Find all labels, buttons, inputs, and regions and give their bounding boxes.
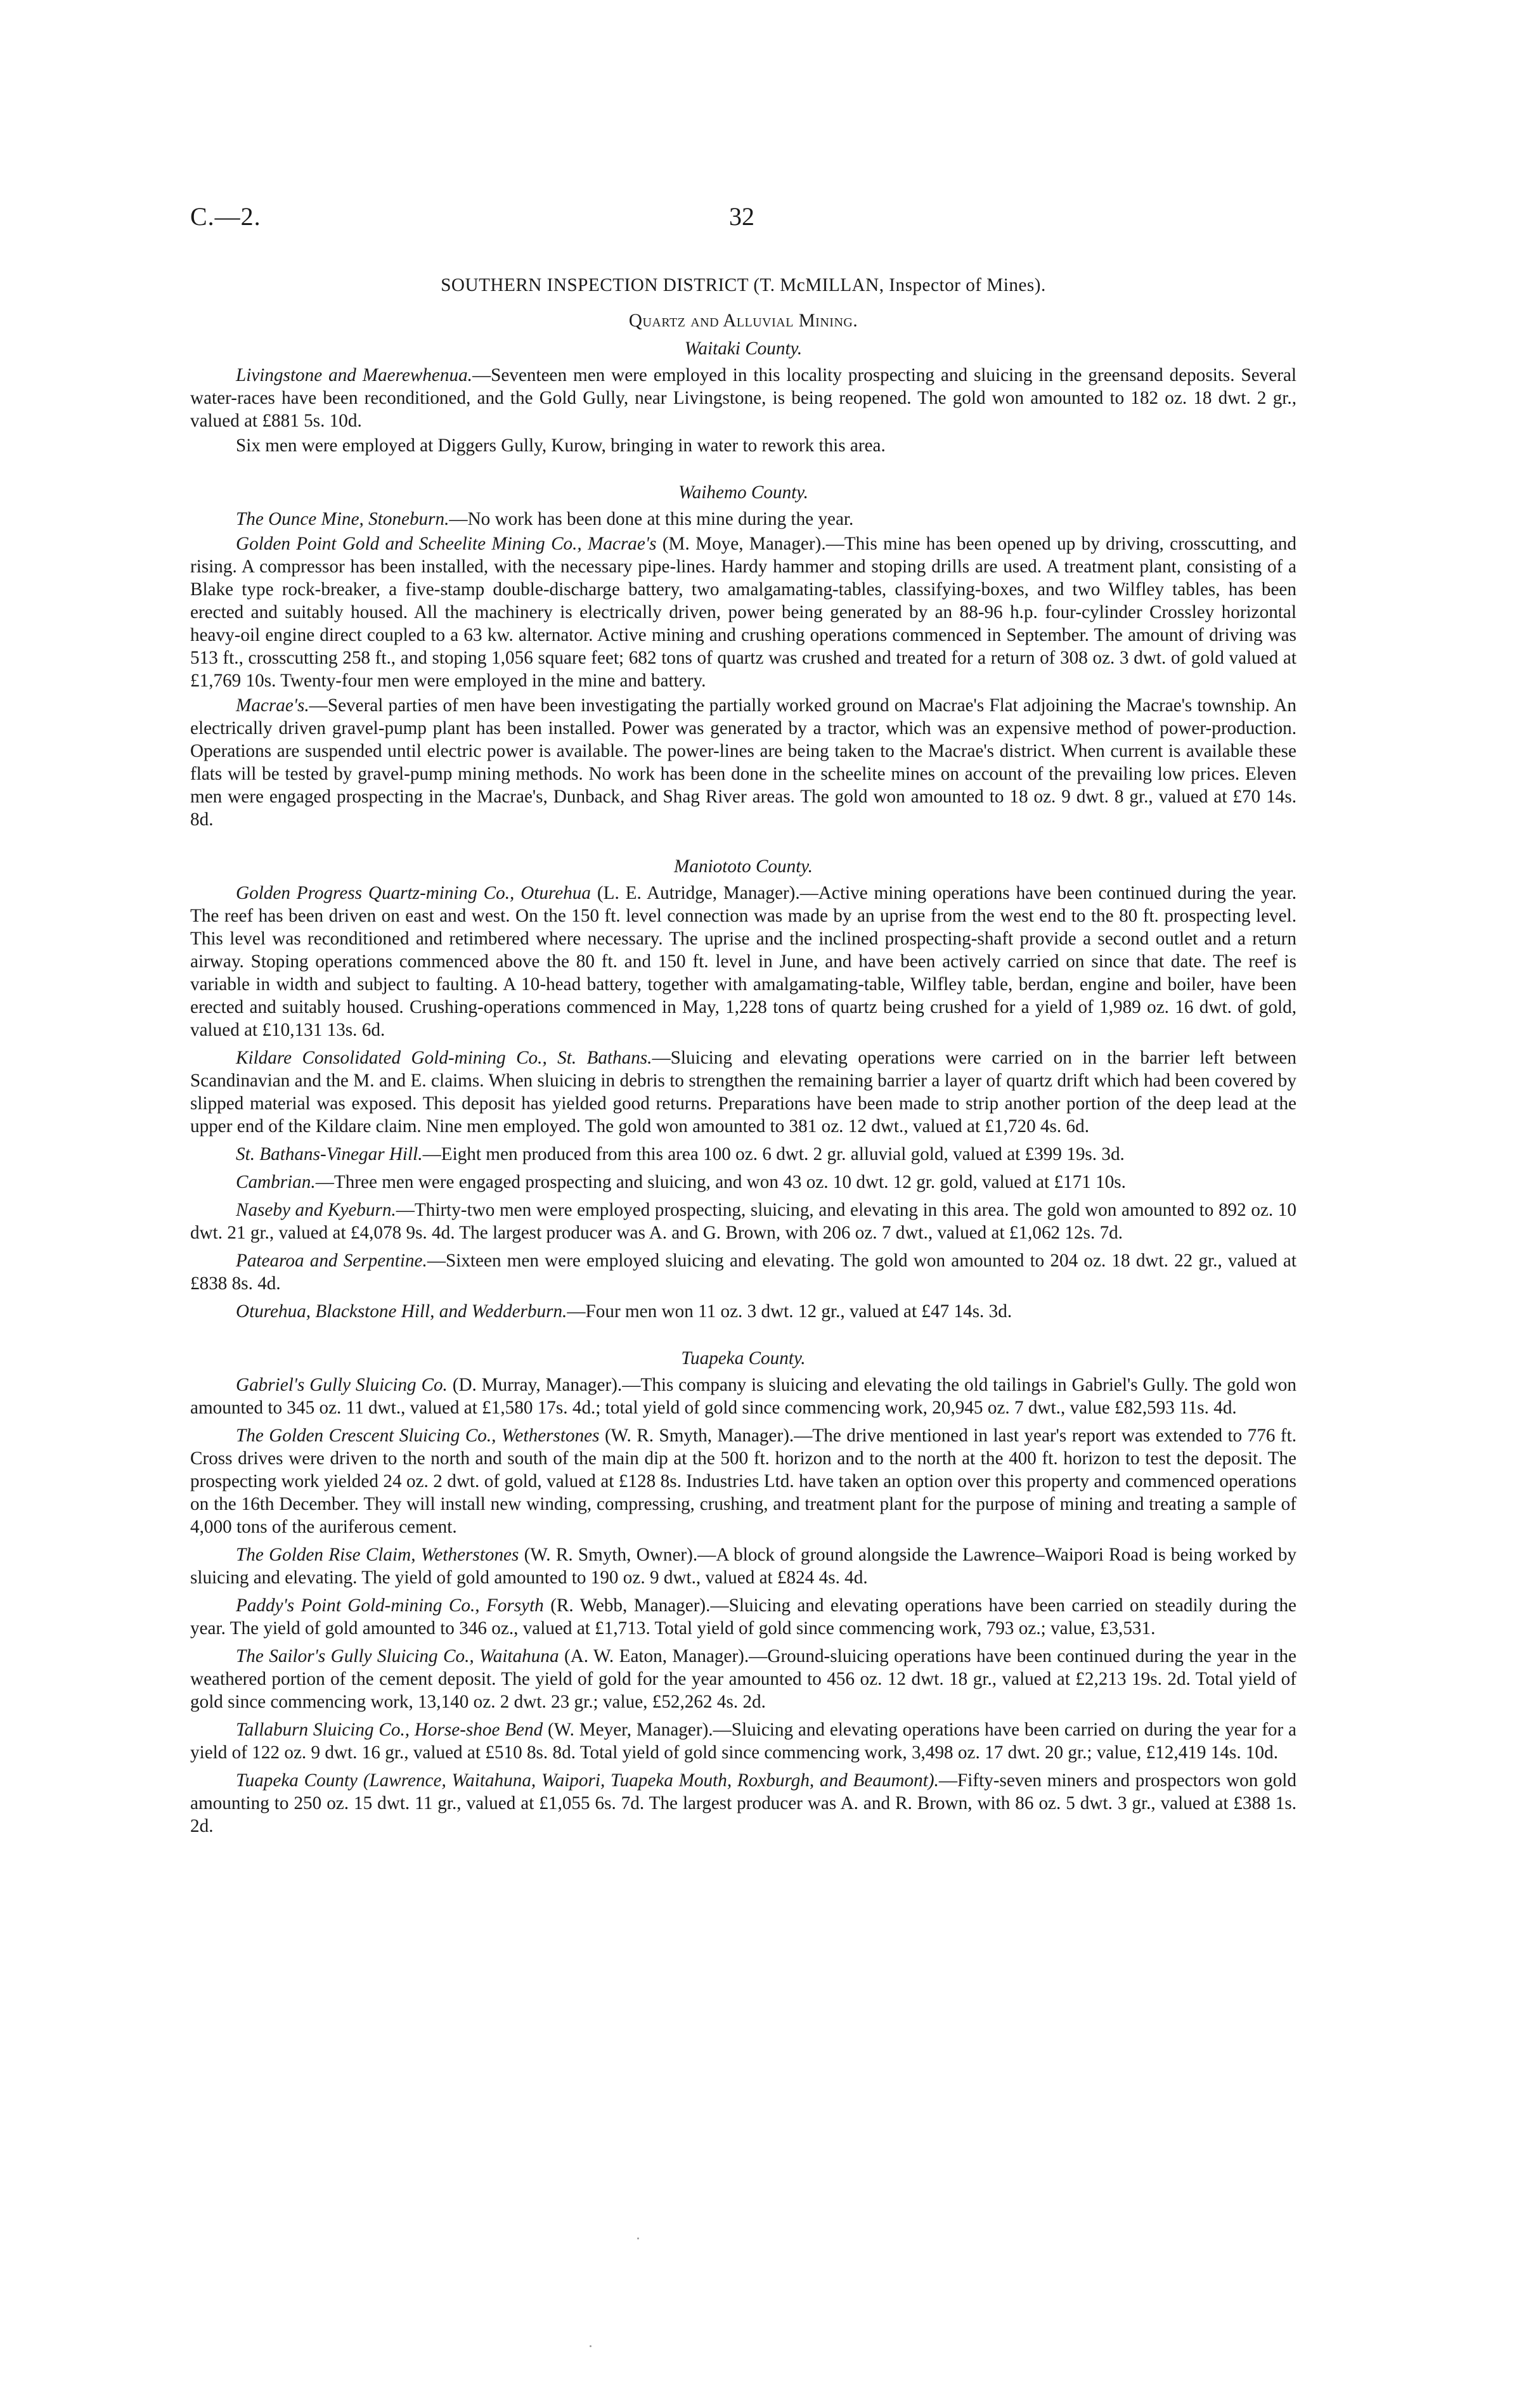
county-heading-waitaki: Waitaki County. [684,338,803,359]
paragraph [190,1143,1296,1166]
paragraph [190,1718,1296,1764]
paragraph-lead: The Ounce Mine, Stoneburn. [236,509,449,529]
scan-speck [637,2237,639,2239]
page-number: 32 [729,202,754,231]
paragraph-lead: Naseby and Kyeburn. [236,1200,396,1220]
county-heading-maniototo: Maniototo County. [674,856,813,877]
paragraph-text: —Fifty-seven miners and prospectors won gold amounting to 250 oz. 15 dwt. 11 gr., valued at £1,055 6s. 7d. The largest producer was A. and R. Brown, with 86 oz. 5 dwt. 3 gr., valued at £388 1s. 2d. [190,1770,1297,1836]
paragraph-text: (W. Meyer, Manager).—Sluicing and elevating operations have been carried on during the year for a yield of 122 oz. 9 dwt. 16 gr., valued at £510 8s. 8d. Total yield of gold since commencing work, 3,498 oz. 17 dwt. 20 gr.; value, £12,419 14s. 10d. [190,1720,1297,1763]
paragraph-text: (L. E. Autridge, Manager).—Active mining operations have been continued during the year. The reef has been driven on east and west. On the 150 ft. level connection was made by an uprise from the west end to the 80 ft. prospecting level. This level was reconditioned and retimbered where necessary. The uprise and the inclined prospecting-shaft provide a second outlet and a return airway. Stoping operations commenced above the 80 ft. and 150 ft. level in June, and have been actively carried on since that date. The reef is variable in width and subject to faulting. A 10-head battery, together with amalgamating-table, Wilfley table, berdan, engine and boiler, have been erected and suitably housed. Crushing-operations commenced in May, 1,228 tons of quartz being crushed for a yield of 1,989 oz. 16 dwt. of gold, valued at £10,131 13s. 6d. [190,883,1297,1040]
paragraph-text: —Four men won 11 oz. 3 dwt. 12 gr., valued at £47 14s. 3d. [567,1301,1012,1322]
paragraph-text: —Three men were engaged prospecting and sluicing, and won 43 oz. 10 dwt. 12 gr. gold, valued at £171 10s. [315,1172,1126,1192]
paragraph [190,1249,1296,1295]
paragraph-lead: Oturehua, Blackstone Hill, and Wedderburn. [236,1301,567,1322]
paragraph-lead: Paddy's Point Gold-mining Co., Forsyth [236,1595,544,1616]
paragraph [190,1769,1296,1838]
county-heading-tuapeka: Tuapeka County. [681,1348,806,1368]
paragraph-text: —Eight men produced from this area 100 oz. 6 dwt. 2 gr. alluvial gold, valued at £399 19s. 3d. [422,1144,1125,1164]
paragraph [190,364,1296,432]
parliamentary-paper-ref: C.—2. [190,202,261,231]
paragraph [190,1645,1296,1713]
paragraph-text: —No work has been done at this mine during the year. [449,509,854,529]
paragraph-text: (D. Murray, Manager).—This company is sluicing and elevating the old tailings in Gabriel's Gully. The gold won amounted to 345 oz. 11 dwt., valued at £1,580 17s. 4d.; total yield of gold since commencing work, 20,945 oz. 7 dwt., value £82,593 11s. 4d. [190,1375,1296,1418]
paragraph [190,1199,1296,1244]
paragraph [190,434,1296,457]
district-title: SOUTHERN INSPECTION DISTRICT (T. McMILLAN, Inspector of Mines). [441,275,1046,295]
paragraph-text: (W. R. Smyth, Manager).—The drive mentioned in last year's report was extended to 776 ft. Cross drives were driven to the north and south of the main dip at the 500 ft. horizon and to the north at the 400 ft. horizon to test the deposit. The prospecting work yielded 24 oz. 2 dwt. of gold, valued at £128 8s. Industries Ltd. have taken an option over this property and commenced operations on the 16th December. They will install new winding, compressing, crushing, and treatment plant for the purpose of mining and treating a sample of 4,000 tons of the auriferous cement. [190,1426,1296,1537]
paragraph-lead: Golden Point Gold and Scheelite Mining Co., Macrae's [236,534,657,554]
paragraph-lead: Tuapeka County (Lawrence, Waitahuna, Waipori, Tuapeka Mouth, Roxburgh, and Beaumont). [236,1770,939,1791]
paragraph-lead: Tallaburn Sluicing Co., Horse-shoe Bend [236,1720,543,1740]
paragraph-lead: Macrae's. [236,695,309,716]
article-body [190,274,1296,1843]
paragraph [190,532,1296,692]
paragraph-text: (W. R. Smyth, Owner).—A block of ground alongside the Lawrence–Waipori Road is being worked by sluicing and elevating. The yield of gold amounted to 190 oz. 9 dwt., valued at £824 4s. 4d. [190,1545,1297,1588]
paragraph [190,1374,1296,1419]
paragraph-text: —Sluicing and elevating operations were carried on in the barrier left between Scandinavian and the M. and E. claims. When sluicing in debris to strengthen the remaining barrier a layer of quartz drift which had been covered by slipped material was exposed. This deposit has yielded good returns. Preparations have been made to strip another portion of the deep lead at the upper end of the Kildare claim. Nine men employed. The gold won amounted to 381 oz. 12 dwt., valued at £1,720 4s. 6d. [190,1048,1296,1136]
paragraph-text: (A. W. Eaton, Manager).—Ground-sluicing operations have been continued during the year in the weathered portion of the cement deposit. The yield of gold for the year amounted to 456 oz. 12 dwt. 18 gr., valued at £2,213 19s. 2d. Total yield of gold since commencing work, 13,140 oz. 2 dwt. 23 gr.; value, £52,262 4s. 2d. [190,1646,1297,1712]
paragraph [190,1300,1296,1323]
section-heading: Quartz and Alluvial Mining. [628,311,858,331]
paragraph-lead: The Sailor's Gully Sluicing Co., Waitahuna [236,1646,559,1666]
paragraph [190,1424,1296,1538]
paragraph-lead: Gabriel's Gully Sluicing Co. [236,1375,448,1395]
paragraph-lead: Livingstone and Maerewhenua. [236,365,472,385]
paragraph-lead: Kildare Consolidated Gold-mining Co., St. Bathans. [236,1048,652,1068]
running-header [190,202,1464,240]
paragraph-text: Six men were employed at Diggers Gully, Kurow, bringing in water to rework this area. [236,435,886,456]
paragraph [190,1594,1296,1640]
paragraph-text: —Sixteen men were employed sluicing and elevating. The gold won amounted to 204 oz. 18 dwt. 22 gr., valued at £838 8s. 4d. [190,1251,1296,1294]
paragraph-lead: The Golden Crescent Sluicing Co., Wetherstones [236,1426,600,1446]
paragraph-lead: The Golden Rise Claim, Wetherstones [236,1545,519,1565]
paragraph-text: (R. Webb, Manager).—Sluicing and elevating operations have been carried on steadily during the year. The yield of gold amounted to 346 oz., valued at £1,713. Total yield of gold since commencing work, 793 oz.; value, £3,531. [190,1595,1297,1639]
paragraph-text: —Thirty-two men were employed prospecting, sluicing, and elevating in this area. The gold won amounted to 892 oz. 10 dwt. 21 gr., valued at £4,078 9s. 4d. The largest producer was A. and G. Brown, with 206 oz. 7 dwt., valued at £1,062 12s. 7d. [190,1200,1296,1243]
paragraph [190,882,1296,1041]
paragraph [190,694,1296,831]
paragraph-text: —Seventeen men were employed in this locality prospecting and sluicing in the greensand deposits. Several water-races have been reconditioned, and the Gold Gully, near Livingstone, is being reopened. The gold won amounted to 182 oz. 18 dwt. 2 gr., valued at £881 5s. 10d. [190,365,1297,431]
paragraph [190,1171,1296,1194]
paragraph-lead: Golden Progress Quartz-mining Co., Oturehua [236,883,591,903]
paragraph [190,1046,1296,1138]
paragraph-lead: Patearoa and Serpentine. [236,1251,427,1271]
paragraph-lead: Cambrian. [236,1172,316,1192]
paragraph [190,1543,1296,1589]
paragraph-lead: St. Bathans-Vinegar Hill. [236,1144,423,1164]
paragraph-text: —Several parties of men have been investigating the partially worked ground on Macrae's Flat adjoining the Macrae's township. An electrically driven gravel-pump plant has been installed. Power was generated by a tractor, which was an expensive method of power-production. Operations are suspended until electric power is available. The power-lines are being taken to the Macrae's district. When current is available these flats will be tested by gravel-pump mining methods. No work has been done in the scheelite mines on account of the prevailing low prices. Eleven men were engaged prospecting in the Macrae's, Dunback, and Shag River areas. The gold won amounted to 18 oz. 9 dwt. 8 gr., valued at £70 14s. 8d. [190,695,1296,830]
scan-speck [590,2345,591,2347]
paragraph-text: (M. Moye, Manager).—This mine has been opened up by driving, crosscutting, and rising. A compressor has been installed, with the necessary pipe-lines. Hardy hammer and stoping drills are used. A treatment plant, consisting of a Blake type rock-breaker, a five-stamp double-discharge battery, two amalgamating-tables, classifying-boxes, and two Wilfley tables, has been erected and suitably housed. All the machinery is electrically driven, power being generated by an 88-96 h.p. four-cylinder Crossley horizontal heavy-oil engine direct coupled to a 63 kw. alternator. Active mining and crushing operations commenced in September. The amount of driving was 513 ft., crosscutting 258 ft., and stoping 1,056 square feet; 682 tons of quartz was crushed and treated for a return of 308 oz. 3 dwt. of gold valued at £1,769 10s. Twenty-four men were employed in the mine and battery. [190,534,1296,691]
county-heading-waihemo: Waihemo County. [678,482,808,503]
paragraph [190,508,1296,531]
